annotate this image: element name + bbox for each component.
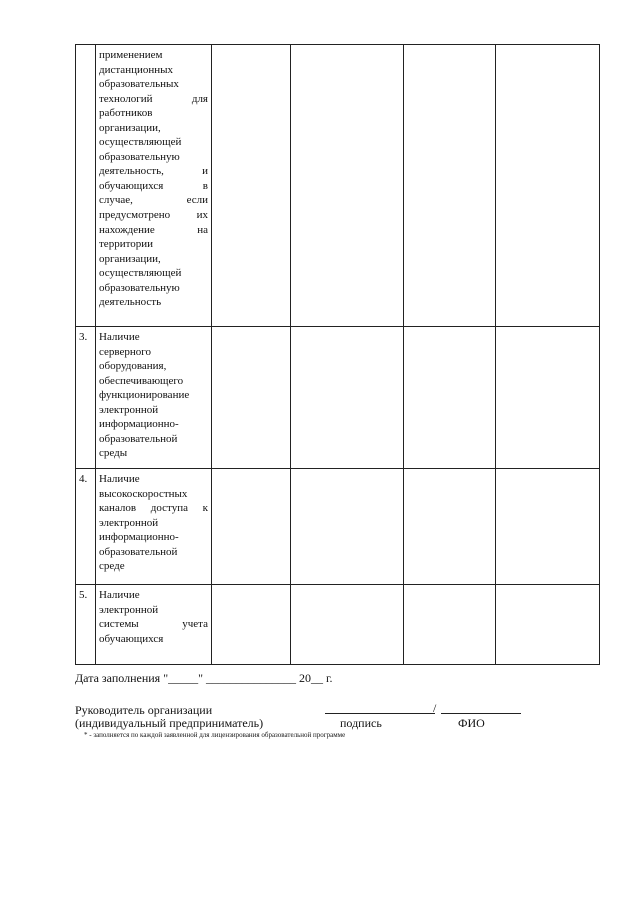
empty-cell — [212, 469, 291, 585]
empty-cell — [404, 585, 496, 665]
row-number — [76, 45, 96, 327]
empty-cell — [291, 327, 404, 469]
form-table — [75, 44, 600, 665]
row-description — [96, 585, 212, 665]
row-description — [96, 45, 212, 327]
description-line: предусмотрено их — [99, 209, 208, 222]
empty-cell — [496, 585, 600, 665]
description-line: среды — [99, 447, 128, 460]
empty-cell — [496, 45, 600, 327]
description-line: образовательную — [99, 281, 180, 294]
fill-date-line: Дата заполнения "_____" _______________ 20__ г. — [75, 671, 333, 685]
table-row — [76, 327, 600, 469]
description-line: Наличие — [99, 589, 140, 601]
description-line: электронной — [99, 403, 159, 416]
description-line: организации, — [99, 121, 161, 134]
table-row — [76, 45, 600, 327]
row-description — [96, 469, 212, 585]
description-line: технологий для — [99, 92, 208, 105]
signature-label: подпись — [340, 716, 382, 730]
description-line: образовательных — [99, 78, 179, 91]
fio-label: ФИО — [458, 716, 485, 730]
footnote: * - заполняется по каждой заявленной для лицензирования образовательной программе — [84, 731, 346, 739]
description-line: образовательную — [99, 150, 180, 163]
empty-cell — [496, 327, 600, 469]
description-line: Наличие — [99, 473, 140, 485]
empty-cell — [291, 585, 404, 665]
description-line: деятельность — [99, 296, 162, 309]
description-line: электронной — [99, 516, 159, 529]
description-line: обучающихся — [99, 632, 164, 645]
description-line: системы учета — [99, 618, 208, 631]
empty-cell — [291, 469, 404, 585]
row-description — [96, 327, 212, 469]
description-line: оборудования, — [99, 360, 167, 373]
description-line: информационно- — [99, 418, 179, 431]
empty-cell — [212, 327, 291, 469]
description-line: применением — [99, 49, 163, 61]
description-line: каналов доступа к — [99, 502, 208, 515]
description-line: среде — [99, 560, 125, 573]
signature-line — [325, 713, 435, 714]
description-line: образовательной — [99, 432, 178, 445]
description-line: электронной — [99, 603, 159, 616]
row-number: 4. — [76, 469, 96, 585]
row-number: 5. — [76, 585, 96, 665]
description-line: случае, если — [99, 194, 208, 207]
description-line: образовательной — [99, 545, 178, 558]
description-line: Наличие — [99, 331, 140, 343]
empty-cell — [291, 45, 404, 327]
table-row — [76, 585, 600, 665]
empty-cell — [404, 327, 496, 469]
description-line: деятельность, и — [99, 165, 208, 178]
description-line: высокоскоростных — [99, 487, 188, 500]
description-line: дистанционных — [99, 63, 174, 76]
head-subtitle: (индивидуальный предприниматель) — [75, 716, 264, 730]
fio-line — [441, 713, 521, 714]
description-line: осуществляющей — [99, 267, 182, 280]
description-line: организации, — [99, 252, 161, 265]
description-line: серверного — [99, 345, 152, 358]
description-line: обучающихся в — [99, 179, 208, 192]
empty-cell — [404, 469, 496, 585]
description-line: обеспечивающего — [99, 374, 184, 387]
row-number: 3. — [76, 327, 96, 469]
description-line: функционирование — [99, 389, 190, 402]
description-line: нахождение на — [99, 223, 208, 236]
description-line: территории — [99, 238, 154, 251]
empty-cell — [212, 45, 291, 327]
description-line: осуществляющей — [99, 136, 182, 149]
table-row — [76, 469, 600, 585]
head-title: Руководитель организации — [75, 703, 213, 717]
empty-cell — [212, 585, 291, 665]
description-line: работников — [99, 107, 153, 120]
empty-cell — [404, 45, 496, 327]
empty-cell — [496, 469, 600, 585]
signature-separator: / — [433, 701, 437, 715]
description-line: информационно- — [99, 531, 179, 544]
